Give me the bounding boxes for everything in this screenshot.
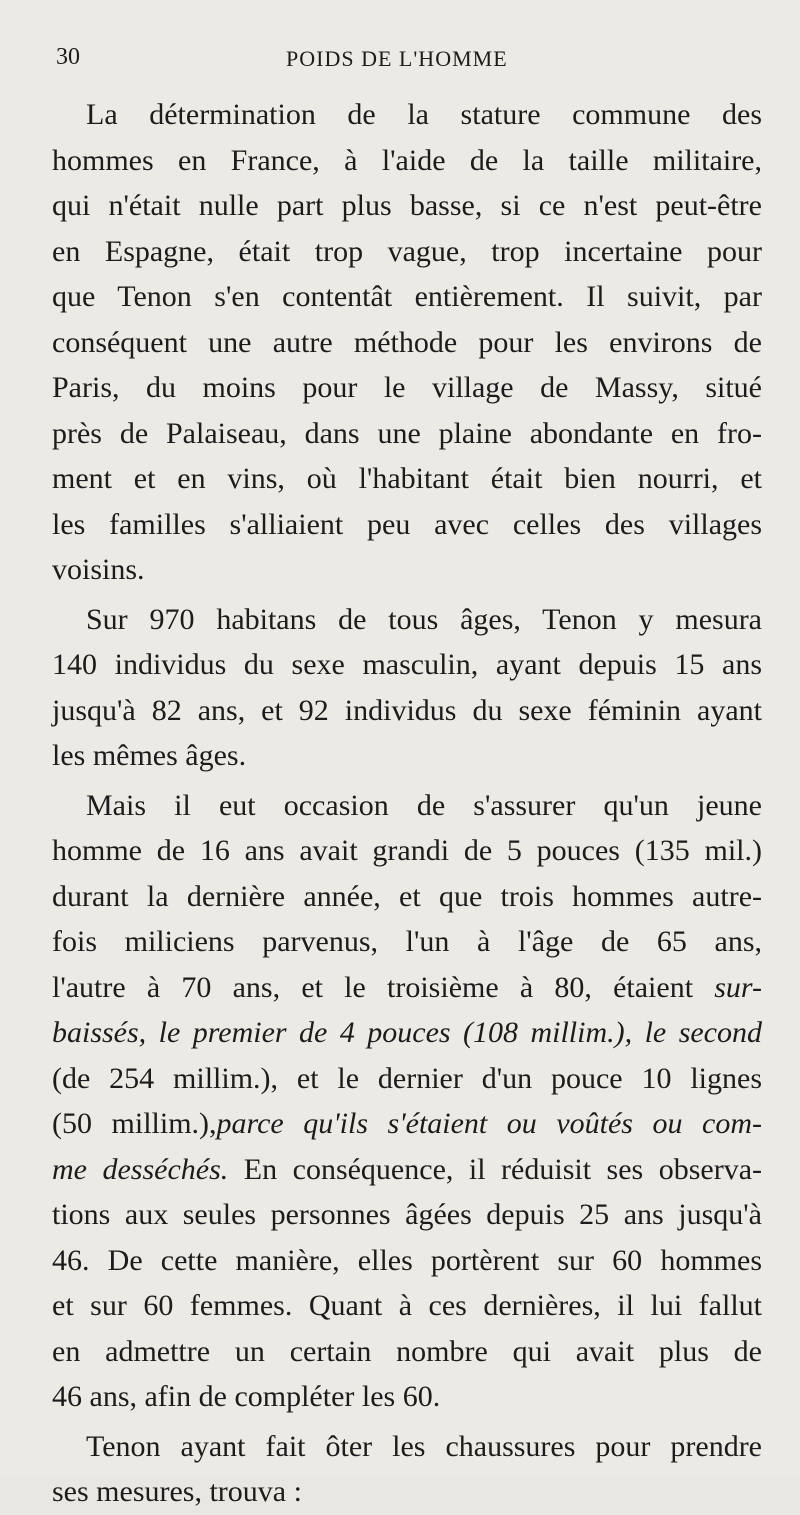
paragraph-1: [52, 92, 762, 593]
text-segment: l'autre à 70 ans, et le troisième à 80, étaient: [52, 970, 694, 1004]
paragraph-2: [52, 597, 762, 779]
italic-text: me desséchés.: [52, 1152, 229, 1186]
italic-text: baissés, le premier de 4 pouces (108 millim.), le second: [52, 1016, 762, 1049]
text-line: voisins.: [52, 553, 145, 586]
text-line: (de 254 millim.), et le dernier d'un pouce 10 lignes: [52, 1061, 762, 1095]
text-line: tions aux seules personnes âgées depuis 25 ans jusqu'à: [52, 1198, 762, 1231]
text-line: 46 ans, afin de compléter les 60.: [52, 1380, 441, 1413]
text-line: et sur 60 femmes. Quant à ces dernières, il lui fallut: [52, 1289, 762, 1322]
text-line: conséquent une autre méthode pour les environs de: [52, 325, 762, 359]
italic-text: parce qu'ils s'étaient ou voûtés ou com-: [216, 1107, 762, 1140]
page-header: [56, 44, 760, 84]
text-line: que Tenon s'en contentât entièrement. Il suivit, par: [52, 280, 762, 313]
text-line: en admettre un certain nombre qui avait plus de: [52, 1334, 762, 1368]
text-line: jusqu'à 82 ans, et 92 individus du sexe féminin ayant: [52, 693, 762, 727]
text-line: Mais il eut occasion de s'assurer qu'un jeune: [86, 788, 762, 822]
text-line: 140 individus du sexe masculin, ayant depuis 15 ans: [52, 648, 762, 681]
text-line: La détermination de la stature commune des: [86, 98, 762, 131]
text-line: en Espagne, était trop vague, trop incertaine pour: [52, 234, 762, 268]
text-line: Paris, du moins pour le village de Massy, situé: [52, 371, 762, 404]
running-head: POIDS DE L'HOMME: [286, 46, 508, 71]
text-line: [52, 1147, 762, 1193]
text-line: les mêmes âges.: [52, 739, 247, 772]
paragraph-4: [52, 1424, 762, 1515]
text-line: hommes en France, à l'aide de la taille militaire,: [52, 143, 762, 177]
body-text: [52, 92, 762, 1515]
text-line: Tenon ayant fait ôter les chaussures pour prendre: [86, 1429, 762, 1463]
page-number: 30: [56, 44, 80, 70]
text-line: qui n'était nulle part plus basse, si ce n'est peut-être: [52, 189, 762, 222]
text-line: [52, 965, 762, 1011]
text-line: les familles s'alliaient peu avec celles des villages: [52, 507, 762, 541]
text-segment: En conséquence, il réduisit ses observa-: [243, 1152, 763, 1186]
text-line: fois miliciens parvenus, l'un à l'âge de 65 ans,: [52, 925, 762, 958]
text-line: homme de 16 ans avait grandi de 5 pouces (135 mil.): [52, 834, 762, 867]
text-line: [52, 1101, 762, 1147]
text-line: près de Palaiseau, dans une plaine abondante en fro-: [52, 416, 762, 450]
text-line: Sur 970 habitans de tous âges, Tenon y mesura: [86, 602, 762, 636]
text-line: 46. De cette manière, elles portèrent sur 60 hommes: [52, 1243, 762, 1277]
text-line: ment et en vins, où l'habitant était bien nourri, et: [52, 462, 762, 495]
text-segment: (50 millim.),: [52, 1107, 217, 1140]
text-line: ses mesures, trouva :: [52, 1475, 302, 1508]
italic-text: sur-: [714, 970, 762, 1004]
text-line: durant la dernière année, et que trois hommes autre-: [52, 879, 762, 913]
text-line: [52, 1010, 762, 1056]
paragraph-3: [52, 783, 762, 1420]
